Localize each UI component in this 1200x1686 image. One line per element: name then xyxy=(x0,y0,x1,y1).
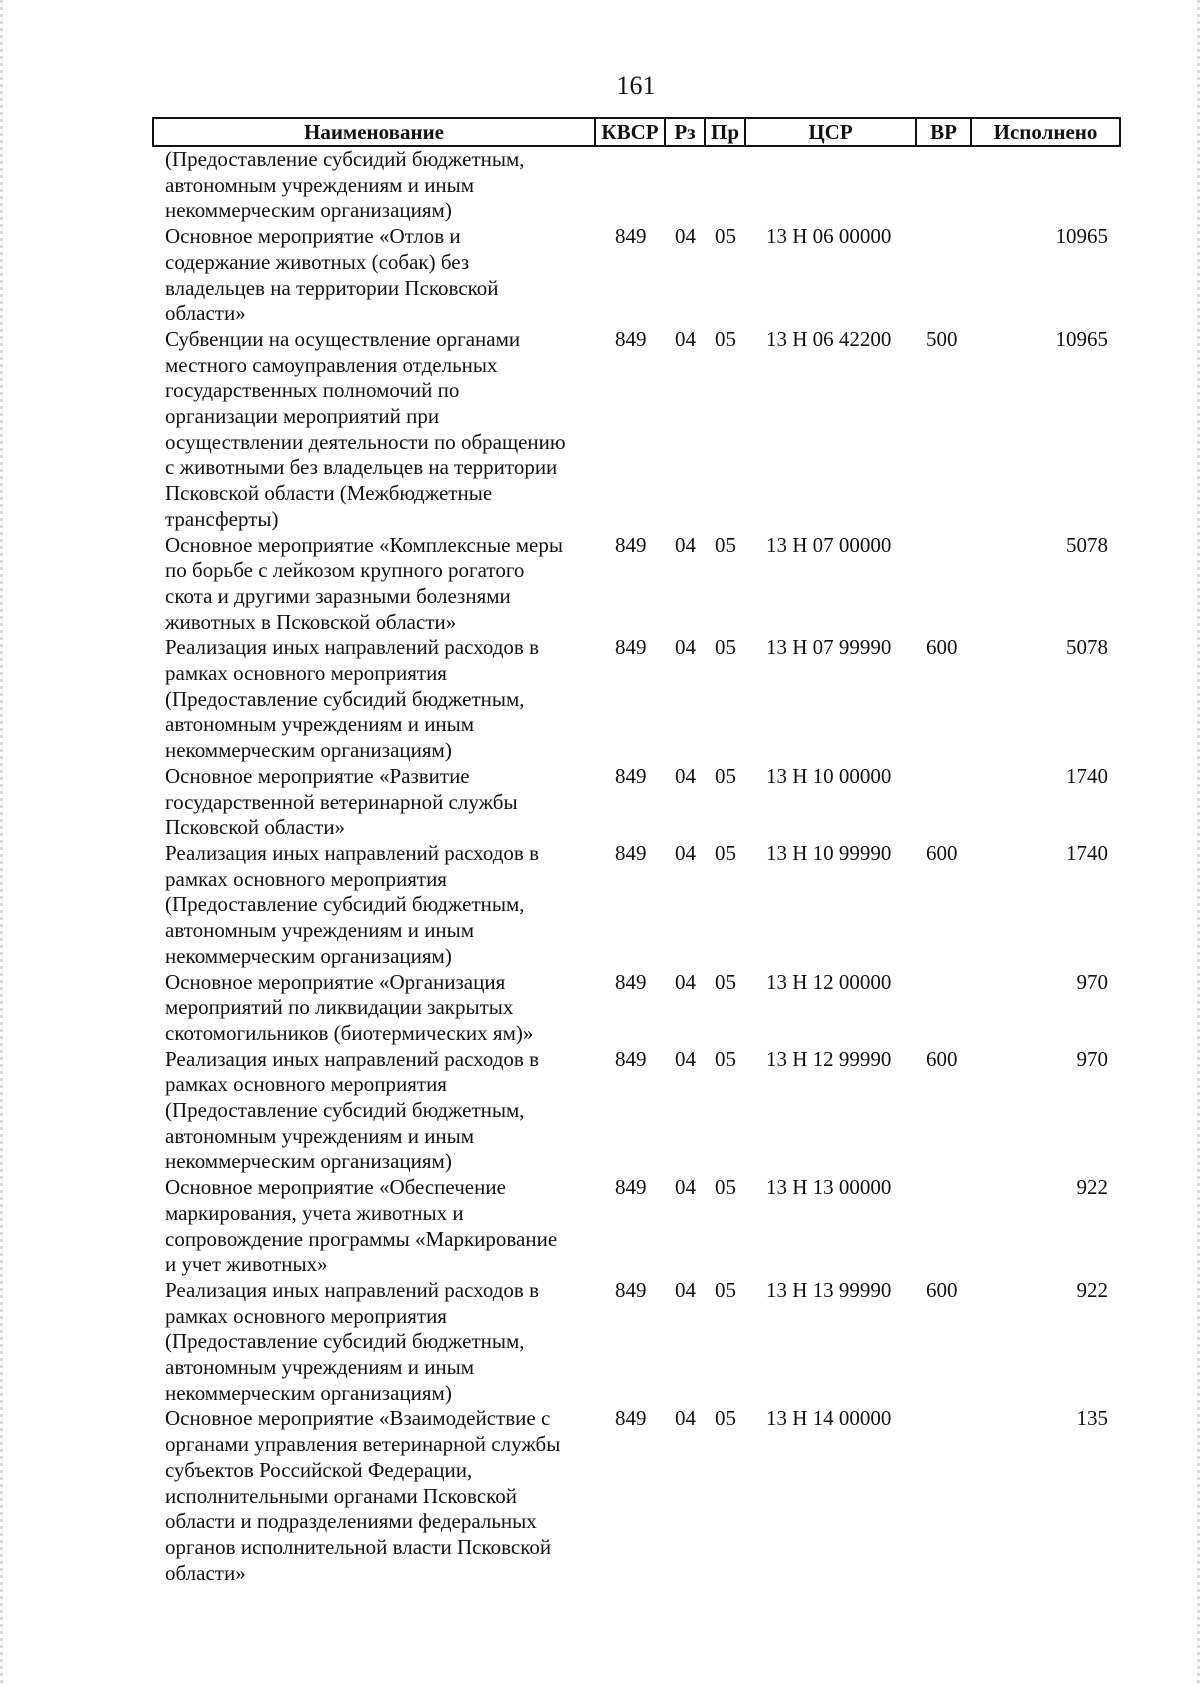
vr-cell: 600 xyxy=(926,635,958,660)
name-line: органов исполнительной власти Псковской xyxy=(165,1534,552,1559)
table-row xyxy=(153,146,1120,224)
page-number: 161 xyxy=(616,71,656,100)
name-line: исполнительными органами Псковской xyxy=(165,1483,518,1508)
name-line: Псковской области» xyxy=(165,815,346,840)
pr-cell: 05 xyxy=(715,635,736,660)
table-body xyxy=(153,146,1120,1586)
amount-cell: 5078 xyxy=(1066,635,1108,660)
name-line: Реализация иных направлений расходов в xyxy=(165,635,540,660)
budget-table xyxy=(152,117,1121,1586)
name-cell xyxy=(153,1175,595,1278)
csr-cell: 13 Н 06 42200 xyxy=(766,326,892,351)
kvsr-cell: 849 xyxy=(615,969,647,994)
pr-cell: 05 xyxy=(715,1046,736,1071)
kvsr-cell: 849 xyxy=(615,326,647,351)
name-line: Субвенции на осуществление органами xyxy=(165,326,521,351)
pr-cell: 05 xyxy=(715,840,736,865)
column-header-vr: ВР xyxy=(916,118,971,146)
amount-cell: 10965 xyxy=(1055,326,1108,351)
rz-cell xyxy=(665,146,705,224)
amount-cell: 970 xyxy=(1076,969,1108,994)
name-line: Основное мероприятие «Развитие xyxy=(165,763,470,788)
name-line: (Предоставление субсидий бюджетным, xyxy=(165,147,525,171)
table-row xyxy=(153,1047,1120,1176)
name-line: автономным учреждениям и иным xyxy=(165,172,475,197)
name-line: Реализация иных направлений расходов в xyxy=(165,1277,540,1302)
name-line: организации мероприятий при xyxy=(165,404,440,429)
name-cell xyxy=(153,1047,595,1176)
name-line: (Предоставление субсидий бюджетным, xyxy=(165,892,525,917)
name-line: некоммерческим организациям) xyxy=(165,198,452,223)
name-line: осуществлении деятельности по обращению xyxy=(165,429,566,454)
csr-cell: 13 Н 10 00000 xyxy=(766,763,892,788)
name-line: (Предоставление субсидий бюджетным, xyxy=(165,686,525,711)
table-row xyxy=(153,1175,1120,1278)
pr-cell: 05 xyxy=(715,326,736,351)
name-cell xyxy=(153,146,595,224)
rz-cell: 04 xyxy=(675,326,696,351)
column-header-pr: Пр xyxy=(705,118,745,146)
name-line: рамках основного мероприятия xyxy=(165,1303,447,1328)
name-line: с животными без владельцев на территории xyxy=(165,455,558,480)
table-row xyxy=(153,841,1120,970)
name-line: Псковской области (Межбюджетные xyxy=(165,481,493,506)
pr-cell: 05 xyxy=(715,763,736,788)
amount-cell: 10965 xyxy=(1055,224,1108,249)
rz-cell: 04 xyxy=(675,224,696,249)
pr-cell: 05 xyxy=(715,1406,736,1431)
kvsr-cell: 849 xyxy=(615,1277,647,1302)
amount-cell: 1740 xyxy=(1066,840,1108,865)
column-header-kvsr: КВСР xyxy=(595,118,665,146)
vr-cell xyxy=(916,224,971,327)
amount-cell: 922 xyxy=(1076,1175,1108,1200)
name-line: местного самоуправления отдельных xyxy=(165,352,498,377)
name-line: Основное мероприятие «Организация xyxy=(165,969,506,994)
scan-edge-left xyxy=(0,0,3,1686)
rz-cell: 04 xyxy=(675,532,696,557)
rz-cell: 04 xyxy=(675,763,696,788)
table-row xyxy=(153,1406,1120,1586)
kvsr-cell: 849 xyxy=(615,1406,647,1431)
name-line: Основное мероприятие «Обеспечение xyxy=(165,1175,506,1200)
vr-cell xyxy=(916,764,971,841)
name-line: содержание животных (собак) без xyxy=(165,249,470,274)
csr-cell: 13 Н 12 99990 xyxy=(766,1046,892,1071)
name-line: автономным учреждениям и иным xyxy=(165,1355,475,1380)
pr-cell: 05 xyxy=(715,969,736,994)
name-line: Основное мероприятие «Комплексные меры xyxy=(165,532,563,557)
name-line: органами управления ветеринарной службы xyxy=(165,1432,561,1457)
vr-cell xyxy=(916,1406,971,1586)
name-line: скота и другими заразными болезнями xyxy=(165,583,511,608)
name-line: рамках основного мероприятия xyxy=(165,661,447,686)
kvsr-cell: 849 xyxy=(615,532,647,557)
table-row xyxy=(153,764,1120,841)
name-line: государственной ветеринарной службы xyxy=(165,789,518,814)
kvsr-cell: 849 xyxy=(615,840,647,865)
name-line: и учет животных» xyxy=(165,1252,328,1277)
vr-cell xyxy=(916,970,971,1047)
column-header-rz: Рз xyxy=(665,118,705,146)
vr-cell xyxy=(916,533,971,636)
name-line: мероприятий по ликвидации закрытых xyxy=(165,995,514,1020)
name-line: некоммерческим организациям) xyxy=(165,943,452,968)
kvsr-cell: 849 xyxy=(615,635,647,660)
pr-cell xyxy=(705,146,745,224)
name-line: владельцев на территории Псковской xyxy=(165,275,499,300)
rz-cell: 04 xyxy=(675,1406,696,1431)
pr-cell: 05 xyxy=(715,224,736,249)
vr-cell: 600 xyxy=(926,1046,958,1071)
csr-cell: 13 Н 10 99990 xyxy=(766,840,892,865)
name-line: Реализация иных направлений расходов в xyxy=(165,1046,540,1071)
name-line: автономным учреждениям и иным xyxy=(165,712,475,737)
csr-cell: 13 Н 13 99990 xyxy=(766,1277,892,1302)
amount-cell xyxy=(971,146,1120,224)
name-line: Основное мероприятие «Отлов и xyxy=(165,224,461,249)
name-cell xyxy=(153,764,595,841)
name-line: некоммерческим организациям) xyxy=(165,1149,452,1174)
name-cell xyxy=(153,841,595,970)
column-header-name: Наименование xyxy=(153,118,595,146)
column-header-amount: Исполнено xyxy=(971,118,1120,146)
kvsr-cell xyxy=(595,146,665,224)
vr-cell: 600 xyxy=(926,840,958,865)
kvsr-cell: 849 xyxy=(615,1046,647,1071)
name-line: Реализация иных направлений расходов в xyxy=(165,840,540,865)
rz-cell: 04 xyxy=(675,1175,696,1200)
amount-cell: 922 xyxy=(1076,1277,1108,1302)
name-line: (Предоставление субсидий бюджетным, xyxy=(165,1329,525,1354)
name-line: автономным учреждениям и иным xyxy=(165,1123,475,1148)
pr-cell: 05 xyxy=(715,1277,736,1302)
rz-cell: 04 xyxy=(675,969,696,994)
rz-cell: 04 xyxy=(675,635,696,660)
name-line: трансферты) xyxy=(165,506,279,531)
name-line: маркирования, учета животных и xyxy=(165,1200,464,1225)
csr-cell: 13 Н 07 99990 xyxy=(766,635,892,660)
kvsr-cell: 849 xyxy=(615,763,647,788)
name-line: сопровождение программы «Маркирование xyxy=(165,1226,558,1251)
name-line: животных в Псковской области» xyxy=(165,609,457,634)
name-line: рамках основного мероприятия xyxy=(165,1072,447,1097)
name-line: по борьбе с лейкозом крупного рогатого xyxy=(165,558,525,583)
name-line: автономным учреждениям и иным xyxy=(165,918,475,943)
amount-cell: 1740 xyxy=(1066,763,1108,788)
vr-cell xyxy=(916,1175,971,1278)
name-line: (Предоставление субсидий бюджетным, xyxy=(165,1098,525,1123)
name-line: некоммерческим организациям) xyxy=(165,1380,452,1405)
name-cell xyxy=(153,970,595,1047)
csr-cell: 13 Н 06 00000 xyxy=(766,224,892,249)
column-header-csr: ЦСР xyxy=(745,118,916,146)
name-line: рамках основного мероприятия xyxy=(165,866,447,891)
name-cell xyxy=(153,1406,595,1586)
vr-cell xyxy=(916,146,971,224)
table-row xyxy=(153,533,1120,636)
amount-cell: 970 xyxy=(1076,1046,1108,1071)
name-cell xyxy=(153,635,595,764)
rz-cell: 04 xyxy=(675,1277,696,1302)
name-cell xyxy=(153,327,595,533)
table-row xyxy=(153,635,1120,764)
kvsr-cell: 849 xyxy=(615,1175,647,1200)
vr-cell: 600 xyxy=(926,1277,958,1302)
name-line: государственных полномочий по xyxy=(165,378,460,403)
name-line: некоммерческим организациям) xyxy=(165,738,452,763)
csr-cell xyxy=(745,146,916,224)
rz-cell: 04 xyxy=(675,840,696,865)
amount-cell: 5078 xyxy=(1066,532,1108,557)
name-line: области» xyxy=(165,301,246,326)
pr-cell: 05 xyxy=(715,1175,736,1200)
name-line: Основное мероприятие «Взаимодействие с xyxy=(165,1406,551,1431)
name-cell xyxy=(153,533,595,636)
name-cell xyxy=(153,1278,595,1407)
csr-cell: 13 Н 13 00000 xyxy=(766,1175,892,1200)
amount-cell: 135 xyxy=(1076,1406,1108,1431)
table-row xyxy=(153,970,1120,1047)
name-line: субъектов Российской Федерации, xyxy=(165,1457,473,1482)
table-row xyxy=(153,1278,1120,1407)
table-header-row xyxy=(153,118,1120,146)
pr-cell: 05 xyxy=(715,532,736,557)
table-row xyxy=(153,224,1120,327)
kvsr-cell: 849 xyxy=(615,224,647,249)
name-line: скотомогильников (биотермических ям)» xyxy=(165,1020,534,1045)
vr-cell: 500 xyxy=(926,326,958,351)
rz-cell: 04 xyxy=(675,1046,696,1071)
csr-cell: 13 Н 14 00000 xyxy=(766,1406,892,1431)
name-cell xyxy=(153,224,595,327)
name-line: области и подразделениями федеральных xyxy=(165,1509,537,1534)
csr-cell: 13 Н 12 00000 xyxy=(766,969,892,994)
csr-cell: 13 Н 07 00000 xyxy=(766,532,892,557)
name-line: области» xyxy=(165,1560,246,1585)
table-row xyxy=(153,327,1120,533)
